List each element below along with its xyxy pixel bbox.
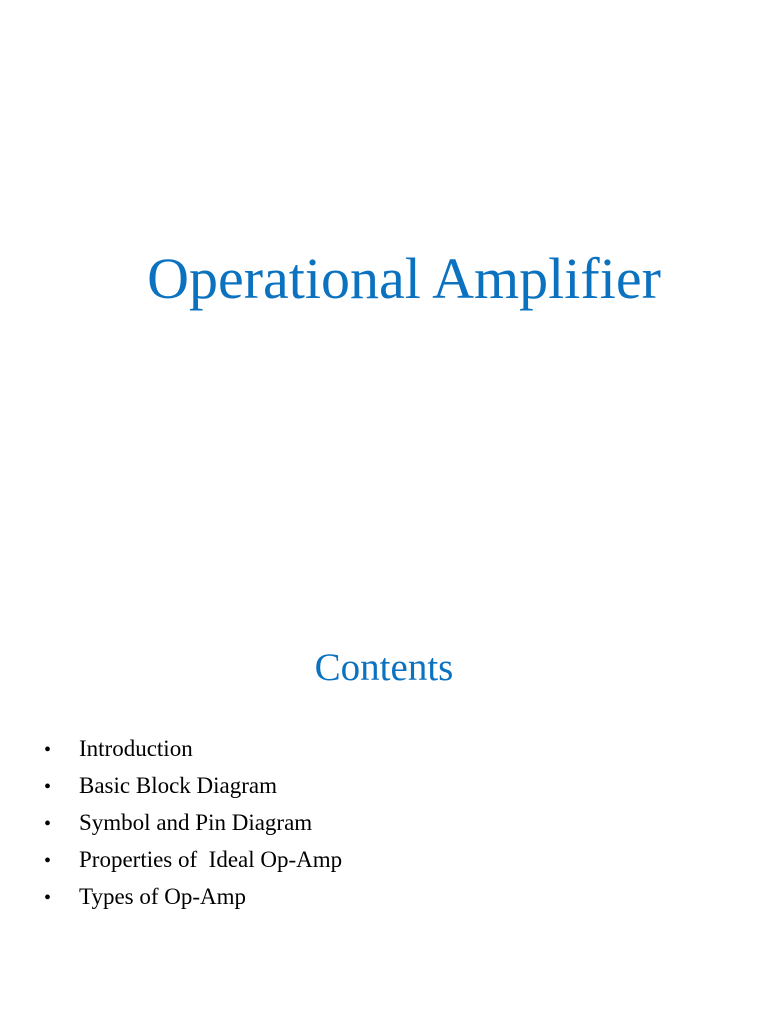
list-item-label: Introduction [79,736,193,761]
slide-title: Operational Amplifier [147,246,661,311]
list-item-label: Types of Op-Amp [79,884,247,909]
list-item [44,845,342,882]
list-item-label: Symbol and Pin Diagram [79,810,313,835]
contents-slide [0,512,768,1024]
list-item [44,771,342,808]
bullet-icon: • [44,850,52,872]
bullet-icon: • [44,776,52,798]
bullet-icon: • [44,739,52,761]
bullet-icon: • [44,887,52,909]
list-item [44,808,342,845]
contents-heading: Contents [314,646,454,689]
list-item-label: Properties of Ideal Op-Amp [79,847,343,872]
list-item [44,882,342,919]
list-item [44,734,342,771]
contents-list [44,734,342,919]
list-item-label: Basic Block Diagram [79,773,278,798]
bullet-icon: • [44,813,52,835]
